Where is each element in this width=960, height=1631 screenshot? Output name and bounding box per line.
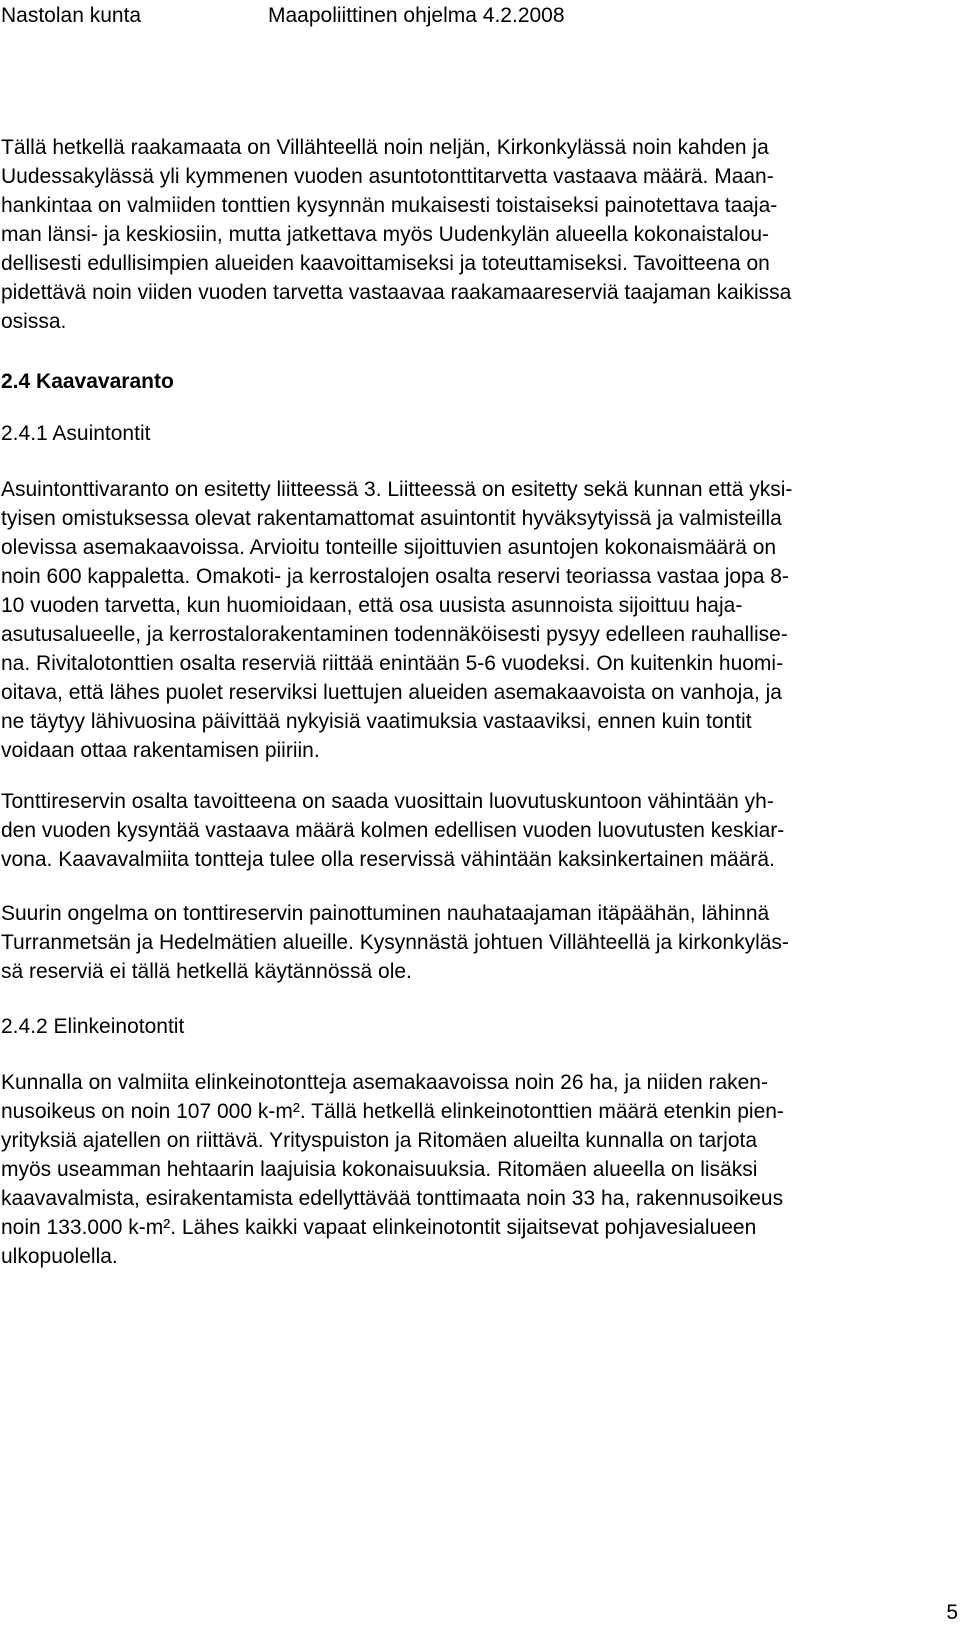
text-line: myös useamman hehtaarin laajuisia kokonaisuuksia. Ritomäen alueella on lisäksi [1,1158,758,1181]
text-line: osissa. [1,310,67,333]
text-line: nusoikeus on noin 107 000 k-m². Tällä hetkellä elinkeinotonttien määrä etenkin pien- [1,1100,784,1123]
text-line: vona. Kaavavalmiita tontteja tulee olla reservissä vähintään kaksinkertainen määrä. [1,848,775,871]
header-organization: Nastolan kunta [1,4,142,27]
text-line: tyisen omistuksessa olevat rakentamattomat asuintontit hyväksytyissä ja valmisteilla [1,507,782,530]
paragraph-residential-reserve [1,475,925,765]
section-heading: 2.4 Kaavavaranto [1,370,174,393]
text-line: hankintaa on valmiiden tonttien kysynnän mukaisesti toistaiseksi painotettava taaja- [1,194,778,217]
text-line: Suurin ongelma on tonttireservin painottuminen nauhataajaman itäpäähän, lähinnä [1,902,770,925]
text-line: 10 vuoden tarvetta, kun huomioidaan, että osa uusista asunnoista sijoittuu haja- [1,594,743,617]
text-line: voidaan ottaa rakentamisen piiriin. [1,739,320,762]
text-line: pidettävä noin viiden vuoden tarvetta vastaavaa raakamaareserviä taajaman kaikissa [1,281,792,304]
text-line: Tonttireservin osalta tavoitteena on saada vuosittain luovutuskuntoon vähintään yh- [1,790,774,813]
paragraph-raw-land [1,133,925,336]
text-line: sä reserviä ei tällä hetkellä käytännössä ole. [1,960,412,983]
text-line: ne täytyy lähivuosina päivittää nykyisiä vaatimuksia vastaaviksi, ennen kuin tontit [1,710,752,733]
text-line: asutusalueelle, ja kerrostalorakentaminen todennäköisesti pysyy edelleen rauhallise- [1,623,788,646]
paragraph-business-plots [1,1068,925,1271]
text-line: ulkopuolella. [1,1245,118,1268]
text-line: olevissa asemakaavoissa. Arvioitu tonteille sijoittuvien asuntojen kokonaismäärä on [1,536,777,559]
page-header [0,2,960,30]
text-line: noin 133.000 k-m². Lähes kaikki vapaat elinkeinotontit sijaitsevat pohjavesialueen [1,1216,757,1239]
text-line: Tällä hetkellä raakamaata on Villähteellä noin neljän, Kirkonkylässä noin kahden ja [1,136,769,159]
text-line: oitava, että lähes puolet reserviksi luettujen alueiden asemakaavoista on vanhoja, ja [1,681,782,704]
page-number: 5 [946,1601,958,1624]
header-document-title: Maapoliittinen ohjelma 4.2.2008 [268,4,565,27]
subsection-heading-business: 2.4.2 Elinkeinotontit [1,1015,185,1038]
text-line: dellisesti edullisimpien alueiden kaavoittamiseksi ja toteuttamiseksi. Tavoitteena on [1,252,770,275]
subsection-heading-residential: 2.4.1 Asuintontit [1,422,151,445]
text-line: Uudessakylässä yli kymmenen vuoden asuntotonttitarvetta vastaava määrä. Maan- [1,165,774,188]
text-line: Kunnalla on valmiita elinkeinotontteja asemakaavoissa noin 26 ha, ja niiden raken- [1,1071,768,1094]
text-line: kaavavalmista, esirakentamista edellyttävää tonttimaata noin 33 ha, rakennusoikeus [1,1187,784,1210]
text-line: man länsi- ja keskiosiin, mutta jatkettava myös Uudenkylän alueella kokonaistalou- [1,223,770,246]
text-line: na. Rivitalotonttien osalta reserviä riittää enintään 5-6 vuodeksi. On kuitenkin huomi- [1,652,784,675]
text-line: yrityksiä ajatellen on riittävä. Yrityspuiston ja Ritomäen alueilta kunnalla on tarjota [1,1129,758,1152]
text-line: den vuoden kysyntää vastaava määrä kolmen edellisen vuoden luovutusten keskiar- [1,819,785,842]
paragraph-plot-reserve-goal [1,787,925,874]
text-line: noin 600 kappaletta. Omakoti- ja kerrostalojen osalta reservi teoriassa vastaa jopa 8- [1,565,789,588]
text-line: Turranmetsän ja Hedelmätien alueille. Kysynnästä johtuen Villähteellä ja kirkonkyläs- [1,931,789,954]
paragraph-reserve-problem [1,899,925,986]
text-line: Asuintonttivaranto on esitetty liitteessä 3. Liitteessä on esitetty sekä kunnan että yksi- [1,478,793,501]
